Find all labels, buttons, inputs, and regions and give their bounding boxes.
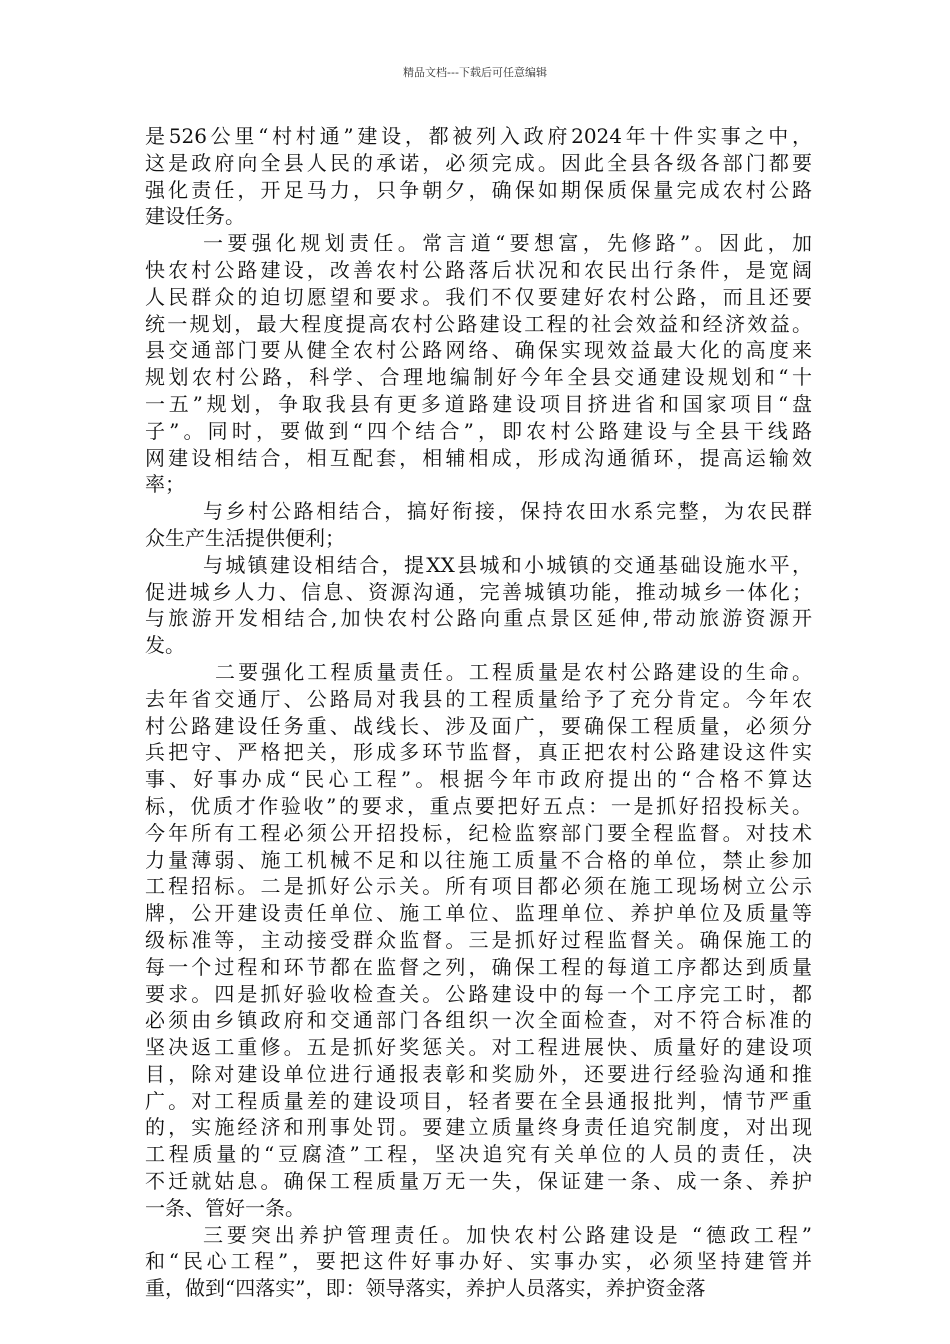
text-line: 重，做到“四落实”，即：领导落实，养护人员落实，养护资金落 xyxy=(145,1276,706,1301)
text-line: 村公路建设任务重、战线长、涉及面广，要确保工程质量，必须分 xyxy=(145,713,812,738)
text-line: 众生产生活提供便利； xyxy=(145,525,345,550)
text-line: 与乡村公路相结合，搞好衔接，保持农田水系完整，为农民群 xyxy=(203,499,812,524)
text-line: 发。 xyxy=(145,633,185,658)
text-line: 广。对工程质量差的建设项目，轻者要在全县通报批判，情节严重 xyxy=(145,1088,812,1113)
page-header: 精品文档---下载后可任意编辑 xyxy=(403,66,547,79)
text-line: 强化责任，开足马力，只争朝夕，确保如期保质保量完成农村公路 xyxy=(145,177,812,202)
text-line: 网建设相结合，相互配套，相辅相成，形成沟通循环，提高运输效 xyxy=(145,445,812,470)
text-line: 一条、管好一条。 xyxy=(145,1195,305,1220)
text-line: 工程质量的“豆腐渣”工程，坚决追究有关单位的人员的责任，决 xyxy=(145,1142,812,1167)
text-line: 规划农村公路，科学、合理地编制好今年全县交通建设规划和“十 xyxy=(145,365,812,390)
text-line: 不迁就姑息。确保工程质量万无一失，保证建一条、成一条、养护 xyxy=(145,1169,812,1194)
text-line: 这是政府向全县人民的承诺，必须完成。因此全县各级各部门都要 xyxy=(145,150,812,175)
text-line: 必须由乡镇政府和交通部门各组织一次全面检查，对不符合标准的 xyxy=(145,1008,812,1033)
paragraph xyxy=(145,498,812,552)
text-line: 一五”规划，争取我县有更多道路建设项目挤进省和国家项目“盘 xyxy=(145,391,812,416)
text-line: 是526公里“村村通”建设，都被列入政府2024年十件实事之中， xyxy=(145,124,812,148)
text-line: 牌，公开建设责任单位、施工单位、监理单位、养护单位及质量等 xyxy=(145,901,812,926)
document-body xyxy=(145,123,812,1302)
text-line: 去年省交通厅、公路局对我县的工程质量给予了充分肯定。今年农 xyxy=(145,686,812,711)
text-line: 力量薄弱、施工机械不足和以往施工质量不合格的单位，禁止参加 xyxy=(145,847,812,872)
text-line: 标，优质才作验收”的要求，重点要把好五点：一是抓好招投标关。 xyxy=(145,793,812,818)
text-line: 率； xyxy=(145,472,185,497)
paragraph xyxy=(145,230,812,498)
text-line: 事、好事办成“民心工程”。根据今年市政府提出的“合格不算达 xyxy=(145,767,812,792)
text-line: 的，实施经济和刑事处罚。要建立质量终身责任追究制度，对出现 xyxy=(145,1115,812,1140)
text-line: 统一规划，最大程度提高农村公路建设工程的社会效益和经济效益。 xyxy=(145,311,812,336)
paragraph xyxy=(145,123,812,230)
text-line: 三要突出养护管理责任。加快农村公路建设是 “德政工程” xyxy=(203,1222,812,1247)
paragraph xyxy=(145,1222,812,1302)
text-line: 和“民心工程”，要把这件好事办好、实事办实，必须坚持建管并 xyxy=(145,1249,812,1274)
paragraph xyxy=(145,552,812,659)
text-line: 一要强化规划责任。常言道“要想富，先修路”。因此，加 xyxy=(203,231,812,256)
text-line: 县交通部门要从健全农村公路网络、确保实现效益最大化的高度来 xyxy=(145,338,812,363)
text-line: 人民群众的迫切愿望和要求。我们不仅要建好农村公路，而且还要 xyxy=(145,284,812,309)
text-line: 子”。同时，要做到“四个结合”，即农村公路建设与全县干线路 xyxy=(145,418,812,443)
text-line: 促进城乡人力、信息、资源沟通，完善城镇功能，推动城乡一体化； xyxy=(145,579,812,604)
text-line: 今年所有工程必须公开招投标，纪检监察部门要全程监督。对技术 xyxy=(145,820,812,845)
text-line: 坚决返工重修。五是抓好奖惩关。对工程进展快、质量好的建设项 xyxy=(145,1035,812,1060)
text-line: 快农村公路建设，改善农村公路落后状况和农民出行条件，是宽阔 xyxy=(145,257,812,282)
text-line: 与旅游开发相结合,加快农村公路向重点景区延伸,带动旅游资源开 xyxy=(145,606,812,631)
text-line: 与城镇建设相结合，提XX县城和小城镇的交通基础设施水平， xyxy=(203,552,812,577)
text-line: 兵把守、严格把关，形成多环节监督，真正把农村公路建设这件实 xyxy=(145,740,812,765)
paragraph xyxy=(145,659,812,1222)
text-line: 目，除对建设单位进行通报表彰和奖励外，还要进行经验沟通和推 xyxy=(145,1061,812,1086)
text-line: 工程招标。二是抓好公示关。所有项目都必须在施工现场树立公示 xyxy=(145,874,812,899)
text-line: 二要强化工程质量责任。工程质量是农村公路建设的生命。 xyxy=(215,659,812,684)
text-line: 建设任务。 xyxy=(145,204,245,229)
text-line: 每一个过程和环节都在监督之列，确保工程的每道工序都达到质量 xyxy=(145,954,812,979)
text-line: 级标准等，主动接受群众监督。三是抓好过程监督关。确保施工的 xyxy=(145,927,812,952)
text-line: 要求。四是抓好验收检查关。公路建设中的每一个工序完工时，都 xyxy=(145,981,812,1006)
